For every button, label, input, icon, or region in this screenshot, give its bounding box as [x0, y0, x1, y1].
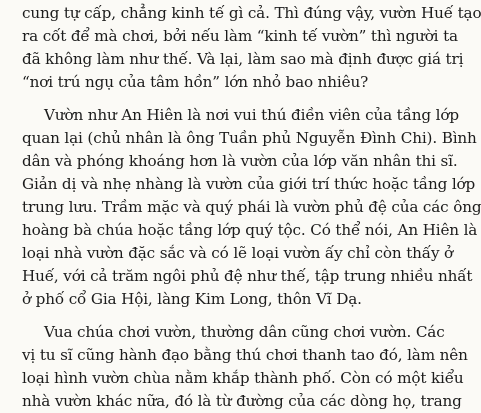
text-line: “nơi trú ngụ của tâm hồn” lớn nhỏ bao nhiêu?	[22, 73, 369, 91]
text-line: hoàng bà chúa hoặc tầng lớp quý tộc. Có thể nói, An Hiên là	[22, 221, 478, 239]
paragraph-gap	[22, 311, 380, 321]
text-line: loại nhà vườn đặc sắc và có lẽ loại vườn ấy chỉ còn thấy ở	[22, 244, 454, 262]
text-line: ở phố cổ Gia Hội, làng Kim Long, thôn Vĩ Dạ.	[22, 290, 362, 308]
paragraph-2	[22, 104, 481, 311]
text-line: trung lưu. Trầm mặc và quý phái là vườn phủ đệ của các ông	[22, 198, 481, 216]
text-line: Vườn như An Hiên là nơi vui thú điền viên của tầng lớp	[44, 106, 459, 124]
paragraph-1	[22, 2, 481, 94]
paragraph-gap	[22, 94, 380, 104]
text-line: Huế, với cả trăm ngôi phủ đệ như thế, tập trung nhiều nhất	[22, 267, 473, 285]
text-line: quan lại (chủ nhân là ông Tuần phủ Nguyễn Đình Chi). Bình	[22, 129, 477, 147]
paragraph-3	[22, 321, 468, 413]
text-line: vị tu sĩ cũng hành đạo bằng thú chơi thanh tao đó, làm nên	[22, 346, 468, 364]
text-line: Vua chúa chơi vườn, thường dân cũng chơi vườn. Các	[44, 323, 445, 341]
text-line: nhà vườn khác nữa, đó là từ đường của các dòng họ, trang	[22, 392, 462, 410]
text-line: ra cốt để mà chơi, bởi nếu làm “kinh tế vườn” thì người ta	[22, 27, 458, 45]
text-line: đã không làm như thế. Và lại, làm sao mà định được giá trị	[22, 50, 464, 68]
text-line: loại hình vườn chùa nằm khắp thành phố. Còn có một kiểu	[22, 369, 464, 387]
text-line: Giản dị và nhẹ nhàng là vườn của giới trí thức hoặc tầng lớp	[22, 175, 476, 193]
text-line: cung tự cấp, chẳng kinh tế gì cả. Thì đúng vậy, vườn Huế tạo	[22, 4, 481, 22]
text-line: dân và phóng khoáng hơn là vườn của lớp văn nhân thi sĩ.	[22, 152, 458, 170]
